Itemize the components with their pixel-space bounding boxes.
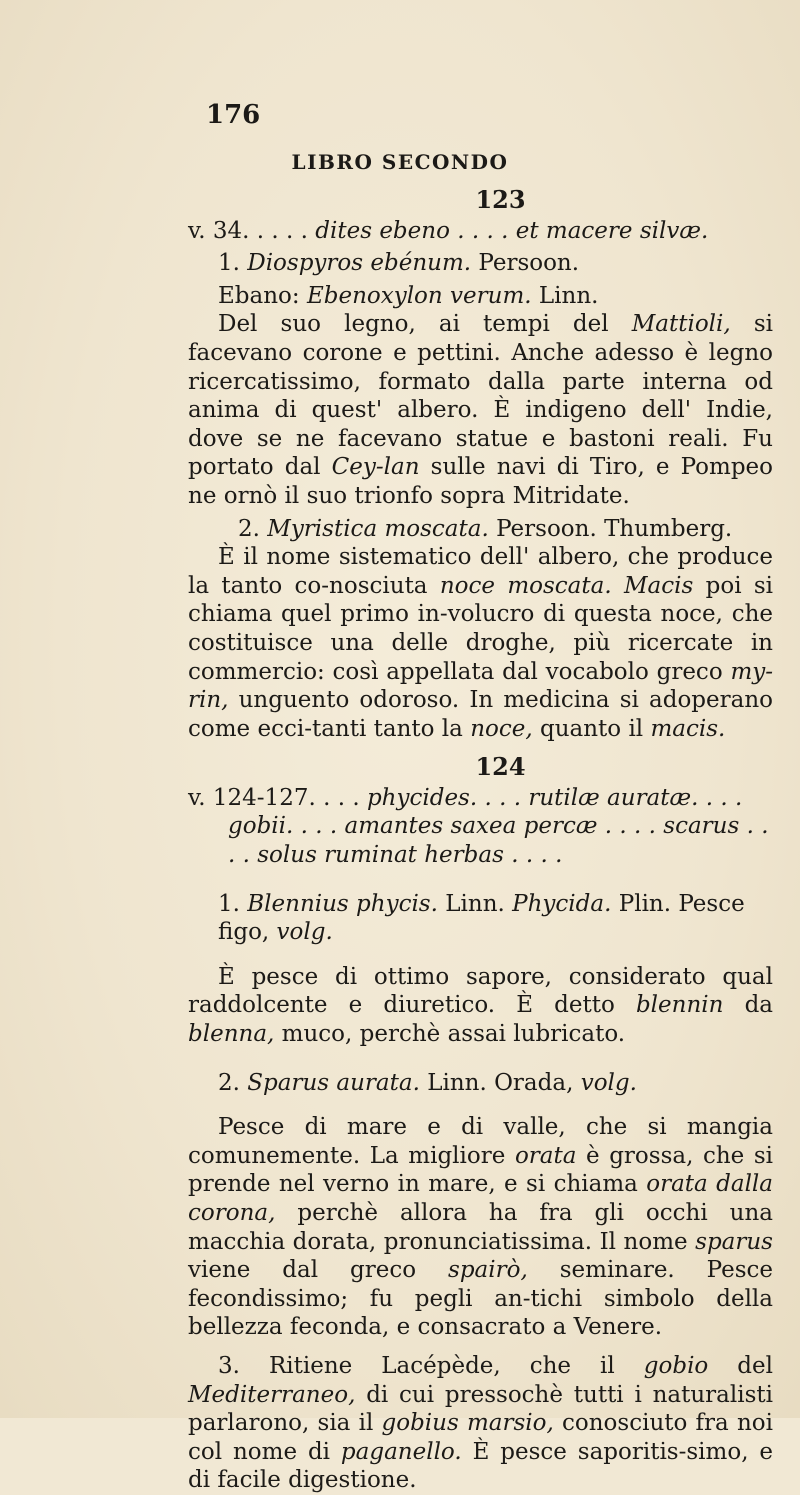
- running-head: LIBRO SECONDO: [291, 150, 509, 174]
- paragraph-sparus: Pesce di mare e di valle, che si mangia comunemente. La migliore orata è grossa, che si prende nel verno in mare, e si chiama orata dalla corona, perchè allora ha fra gli occhi una macchia dorata, pronunciatissima. Il nome sparus viene dal greco spairò, seminare. Pesce fecondissimo; fu pegli an-tichi simbolo della bellezza feconda, e consacrato a Venere.: [188, 1114, 774, 1341]
- page-body: [188, 186, 773, 1495]
- verse-line-123: [188, 217, 773, 246]
- entry-heading-123-2: 2. Myristica moscata. Persoon. Thumberg.: [238, 515, 733, 542]
- paragraph-myristica: È il nome sistematico dell' albero, che produce la tanto co-nosciuta noce moscata. Macis poi si chiama quel primo in-volucro di questa noce, che costituisce una delle droghe, più ricercate in commercio: così appellata dal vocabolo greco my-rin, unguento odoroso. In medicina si adoperano come ecci-tanti tanto la noce, quanto il macis.: [188, 544, 774, 742]
- entry-heading-124-1: 1. Blennius phycis. Linn. Phycida. Plin. Pesce figo, volg.: [218, 890, 745, 946]
- paragraph-ebano: Del suo legno, ai tempi del Mattioli, si facevano corone e pettini. Anche adesso è legno ricercatissimo, formato dalla parte interna od anima di quest' albero. È indigeno dell' Indie, dove se ne facevano statue e bastoni reali. Fu portato dal Cey-lan sulle navi di Tiro, e Pompeo ne ornò il suo trionfo sopra Mitridate.: [188, 311, 774, 509]
- entry-heading-124-2: 2. Sparus aurata. Linn. Orada, volg.: [218, 1069, 637, 1096]
- paragraph-gobio: 3. Ritiene Lacépède, che il gobio del Mediterraneo, di cui pressochè tutti i naturalisti parlarono, sia il gobius marsio, conosciuto fra noi col nome di paganello. È pesce saporitis-simo, e di facile digestione.: [188, 1352, 774, 1494]
- entry-heading-123-1: 1. Diospyros ebénum. Persoon.: [218, 250, 580, 277]
- page-number: 176: [206, 100, 261, 130]
- paragraph-blennius: È pesce di ottimo sapore, considerato qual raddolcente e diuretico. È detto blennin da blenna, muco, perchè assai lubricato.: [188, 963, 773, 1048]
- verse-text: dites ebeno . . . . et macere silvæ.: [315, 217, 709, 244]
- entry-synonym-123-1: Ebano: Ebenoxylon verum. Linn.: [218, 282, 599, 309]
- verse-line-124: v. 124-127. . . . phycides. . . . rutilæ auratæ. . . . gobii. . . . amantes saxea percæ . . . . scarus . . . . solus ruminat herbas . . . .: [188, 784, 769, 869]
- section-number-124: 124: [475, 752, 526, 782]
- verse-ref: v. 34. . . . .: [188, 217, 308, 244]
- section-number-123: 123: [475, 185, 526, 214]
